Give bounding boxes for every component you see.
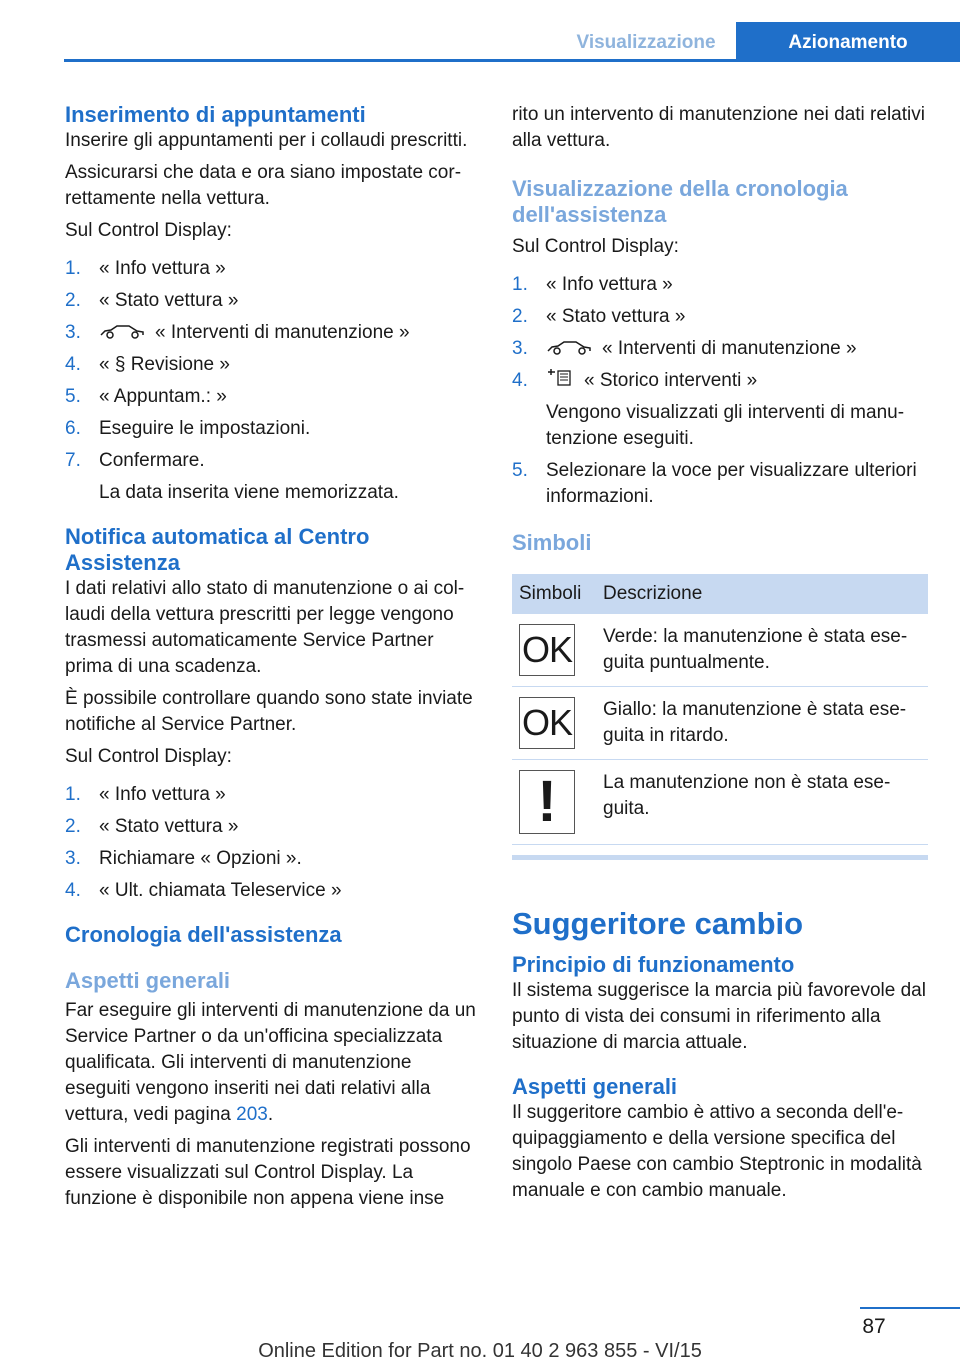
section-title-principio: Principio di funzionamento <box>512 952 795 977</box>
list-item: 4. « § Revisione » <box>65 354 230 375</box>
list-item: 7. Confermare. La data inserita viene memorizzata. <box>65 450 399 503</box>
paragraph: Sul Control Display: <box>512 236 679 257</box>
paragraph: Il suggeritore cambio è attivo a seconda dell'equipaggiamento e della versione specifica del singolo Paese con cambio Steptronic in modalità manuale e con cambio manuale. <box>512 1102 922 1201</box>
steps-list-notifica <box>65 782 480 904</box>
table-end-rule <box>512 855 928 860</box>
table-header-descrizione: Descrizione <box>596 574 928 614</box>
steps-list-cronologia <box>512 272 928 510</box>
paragraph: Sul Control Display: <box>65 746 232 767</box>
car-icon <box>99 323 145 339</box>
chapter-title-suggeritore: Suggeritore cambio <box>512 906 804 941</box>
section-title-aspetti-generali: Aspetti generali <box>512 1074 678 1099</box>
list-item: 3. Richiamare « Opzioni ». <box>65 848 302 869</box>
right-column <box>512 102 928 1210</box>
list-item: 5. « Appuntam.: » <box>65 386 227 407</box>
paragraph: È possibile controllare quando sono state inviate notifiche al Service Partner. <box>65 688 473 735</box>
section-title-cronologia: Cronologia dell'assistenza <box>65 922 342 947</box>
service-history-icon <box>546 368 574 388</box>
list-item: 1. « Info vettura » <box>65 258 226 279</box>
exclamation-icon: ! <box>519 770 575 834</box>
car-icon <box>546 339 592 355</box>
left-column <box>65 102 480 1218</box>
section-title-notifica: Notifica automatica al Centro Assistenza <box>65 524 370 575</box>
table-row <box>512 687 928 760</box>
table-row <box>512 760 928 845</box>
paragraph: I dati relativi allo stato di manutenzione o ai collaudi della vettura prescritti per legge vengono trasmessi automaticamente Service Partner prima di una scadenza. <box>65 578 465 677</box>
table-cell: La manutenzione non è stata eseguita. <box>596 760 928 845</box>
footer-edition: Online Edition for Part no. 01 40 2 963 855 - VI/15 <box>258 1340 702 1362</box>
header-tab-azionamento[interactable]: Azionamento <box>736 22 960 62</box>
list-item: 1. « Info vettura » <box>65 784 226 805</box>
list-item: 4. « Storico interventi » Vengono visualizzati gli interventi di manutenzione eseguiti. <box>512 370 905 449</box>
page-number: 87 <box>862 1315 886 1338</box>
paragraph: Far eseguire gli interventi di manutenzione da un Service Partner o da un'officina specializzata qualificata. Gli interventi di manutenzione eseguiti vengono inseriti nei dati relativi alla vettura, vedi pagina 203. <box>65 1000 476 1125</box>
subsection-title-aspetti: Aspetti generali <box>65 968 231 993</box>
list-item: 6. Eseguire le impostazioni. <box>65 418 311 439</box>
symbols-table <box>512 574 928 845</box>
paragraph: Assicurarsi che data e ora siano impostate correttamente nella vettura. <box>65 162 462 209</box>
list-item: 2. « Stato vettura » <box>512 306 686 327</box>
ok-yellow-icon: OK <box>519 697 575 749</box>
section-title-visualizzazione-cronologia: Visualizzazione della cronologia dell'assistenza <box>512 176 848 227</box>
list-item: 1. « Info vettura » <box>512 274 673 295</box>
list-item: 3. « Interventi di manutenzione » <box>65 322 410 343</box>
table-cell: Giallo: la manutenzione è stata eseguita in ritardo. <box>596 687 928 760</box>
paragraph: Il sistema suggerisce la marcia più favorevole dal punto di vista dei consumi in riferimento alla situazione di marcia attuale. <box>512 980 926 1053</box>
header-rule <box>64 59 960 62</box>
page-link[interactable]: 203 <box>236 1104 268 1125</box>
table-header-simboli: Simboli <box>512 574 596 614</box>
table-row <box>512 614 928 687</box>
section-title-simboli: Simboli <box>512 530 592 555</box>
list-item: 2. « Stato vettura » <box>65 290 239 311</box>
header-tab-visualizzazione[interactable]: Visualizzazione <box>576 32 716 53</box>
paragraph: Gli interventi di manutenzione registrati possono essere visualizzati sul Control Display. La funzione è disponibile non appena viene inse <box>65 1136 471 1209</box>
list-item: 4. « Ult. chiamata Teleservice » <box>65 880 342 901</box>
section-title-appuntamenti: Inserimento di appuntamenti <box>65 102 366 127</box>
steps-list-appuntamenti <box>65 256 480 506</box>
paragraph: rito un intervento di manutenzione nei dati relativi alla vettura. <box>512 104 925 151</box>
paragraph: Sul Control Display: <box>65 220 232 241</box>
list-item: 2. « Stato vettura » <box>65 816 239 837</box>
ok-green-icon: OK <box>519 624 575 676</box>
table-cell: Verde: la manutenzione è stata eseguita puntualmente. <box>596 614 928 687</box>
paragraph: Inserire gli appuntamenti per i collaudi prescritti. <box>65 130 468 151</box>
list-item: 5. Selezionare la voce per visualizzare ulteriori informazioni. <box>512 460 917 507</box>
footer-rule <box>860 1307 960 1309</box>
list-item: 3. « Interventi di manutenzione » <box>512 338 857 359</box>
